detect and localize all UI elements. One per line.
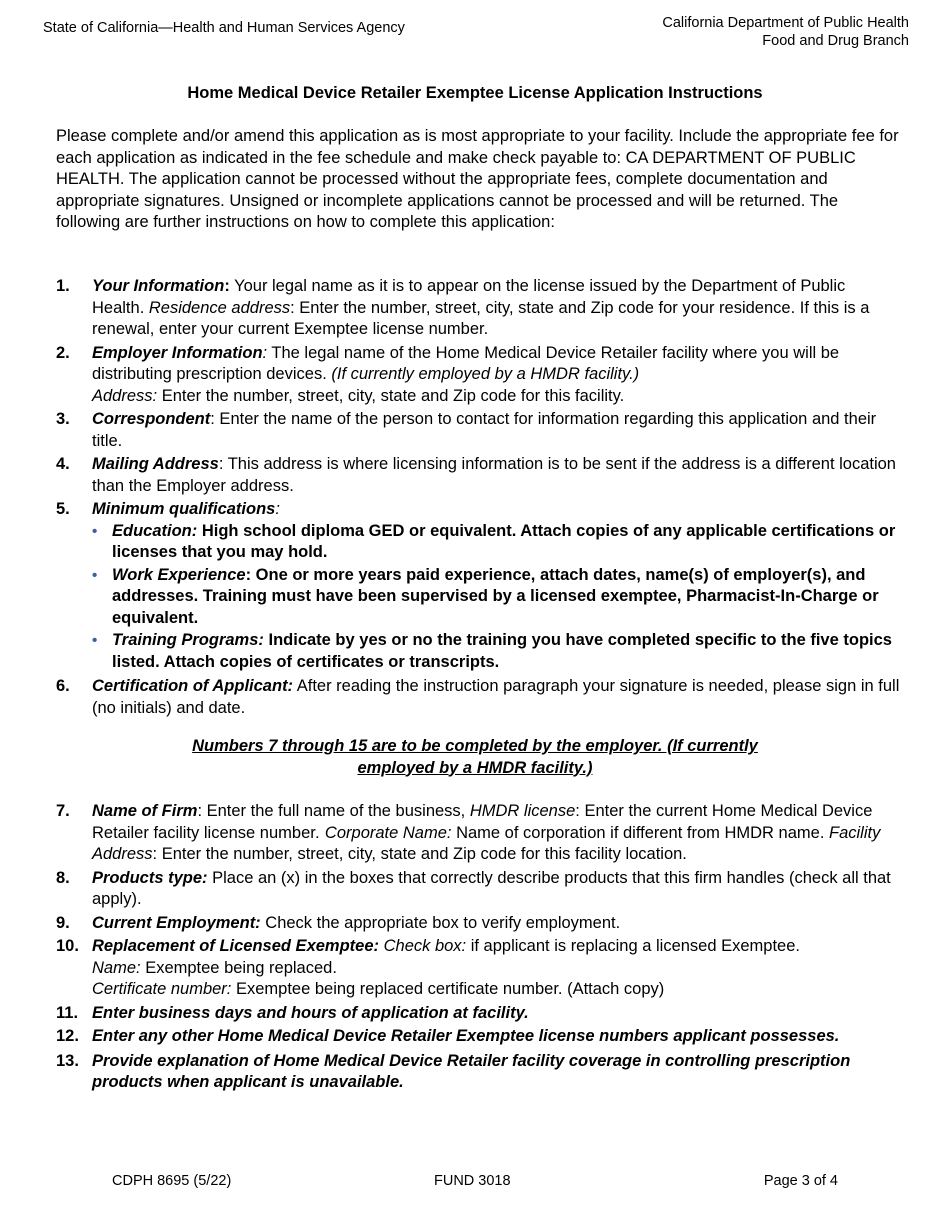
instruction-list-employer <box>56 801 902 1096</box>
department-header <box>662 14 909 50</box>
instruction-item-1: 1. Your Information: Your legal name as it is to appear on the license issued by the Department of Public Health. Residence address: Enter the number, street, city, state and Zip code for your residence. If this is a renewal, enter your current Exemptee license number. <box>56 277 870 338</box>
instruction-item-6: 6. Certification of Applicant: After reading the instruction paragraph your signature is needed, please sign in full (no initials) and date. <box>56 677 900 717</box>
qualification-training-programs: • Training Programs: Indicate by yes or no the training you have completed specific to the five topics listed. Attach copies of certificates or transcripts. <box>92 630 902 673</box>
qualification-education: • Education: High school diploma GED or equivalent. Attach copies of any applicable certifications or licenses that you may hold. <box>92 521 902 564</box>
employer-note-line-2: employed by a HMDR facility.) <box>357 758 593 777</box>
instruction-item-11: 11. Enter business days and hours of application at facility. <box>56 1003 529 1022</box>
page-title: Home Medical Device Retailer Exemptee License Application Instructions <box>187 84 763 102</box>
instruction-item-5: 5. Minimum qualifications: • Education: High school diploma GED or equivalent. Attach copies of any applicable certifications or licenses that you may hold. • Work Experience: One or more years paid experience, attach dates, name(s) of employer(s), and addresses. Training must have been supervised by a licensed exemptee, Pharmacist-In-Charge or equivalent. • Training Programs: Indicate by yes or no the training you have completed specific to the five topics listed. Attach copies of certificates or transcripts. <box>56 499 902 674</box>
intro-paragraph: Please complete and/or amend this application as is most appropriate to your facility. Include the appropriate fee for each application as indicated in the fee schedule and make check payable to: CA DEPARTMENT OF PUBLIC HEALTH. The application cannot be processed without the appropriate fees, complete documentation and appropriate signatures. Unsigned or incomplete applications cannot be processed and will be returned. The following are further instructions on how to complete this application: <box>56 127 899 231</box>
form-number: CDPH 8695 (5/22) <box>112 1173 232 1189</box>
fund-number: FUND 3018 <box>434 1173 511 1189</box>
employer-section-note <box>0 736 950 779</box>
instruction-item-4: 4. Mailing Address: This address is where licensing information is to be sent if the address is a different location than the Employer address. <box>56 455 896 495</box>
instruction-item-9: 9. Current Employment: Check the appropriate box to verify employment. <box>56 913 621 932</box>
instruction-item-13: 13. Provide explanation of Home Medical Device Retailer facility coverage in controlling prescription products when applicant is unavailable. <box>56 1051 851 1091</box>
instruction-item-10: 10. Replacement of Licensed Exemptee: Check box: if applicant is replacing a licensed Exemptee. Name: Exemptee being replaced. Certificate number: Exemptee being replaced certificate number. (Attach copy) <box>56 937 800 998</box>
instruction-item-8: 8. Products type: Place an (x) in the boxes that correctly describe products that this firm handles (check all that apply). <box>56 868 891 908</box>
agency-header: State of California—Health and Human Services Agency <box>43 20 405 36</box>
qualification-work-experience: • Work Experience: One or more years paid experience, attach dates, name(s) of employer(s), and addresses. Training must have been supervised by a licensed exemptee, Pharmacist-In-Charge or equivalent. <box>92 565 902 630</box>
department-name: California Department of Public Health <box>662 15 909 31</box>
instruction-list-applicant <box>56 276 902 721</box>
instruction-item-2: 2. Employer Information: The legal name of the Home Medical Device Retailer facility where you will be distributing prescription devices. (If currently employed by a HMDR facility.) Address: Enter the number, street, city, state and Zip code for this facility. <box>56 343 840 405</box>
branch-name: Food and Drug Branch <box>762 33 909 49</box>
qualifications-list <box>92 521 902 674</box>
instruction-item-7: 7. Name of Firm: Enter the full name of the business, HMDR license: Enter the current Home Medical Device Retailer facility license number. Corporate Name: Name of corporation if different from HMDR name. Facility Address: Enter the number, street, city, state and Zip code for this facility location. <box>56 802 881 863</box>
page-number: Page 3 of 4 <box>763 1173 838 1189</box>
instruction-item-12: 12. Enter any other Home Medical Device Retailer Exemptee license numbers applicant possesses. <box>56 1027 840 1045</box>
employer-note-line-1: Numbers 7 through 15 are to be completed by the employer. (If currently <box>192 737 758 755</box>
instruction-item-3: 3. Correspondent: Enter the name of the person to contact for information regarding this application and their title. <box>56 410 877 450</box>
